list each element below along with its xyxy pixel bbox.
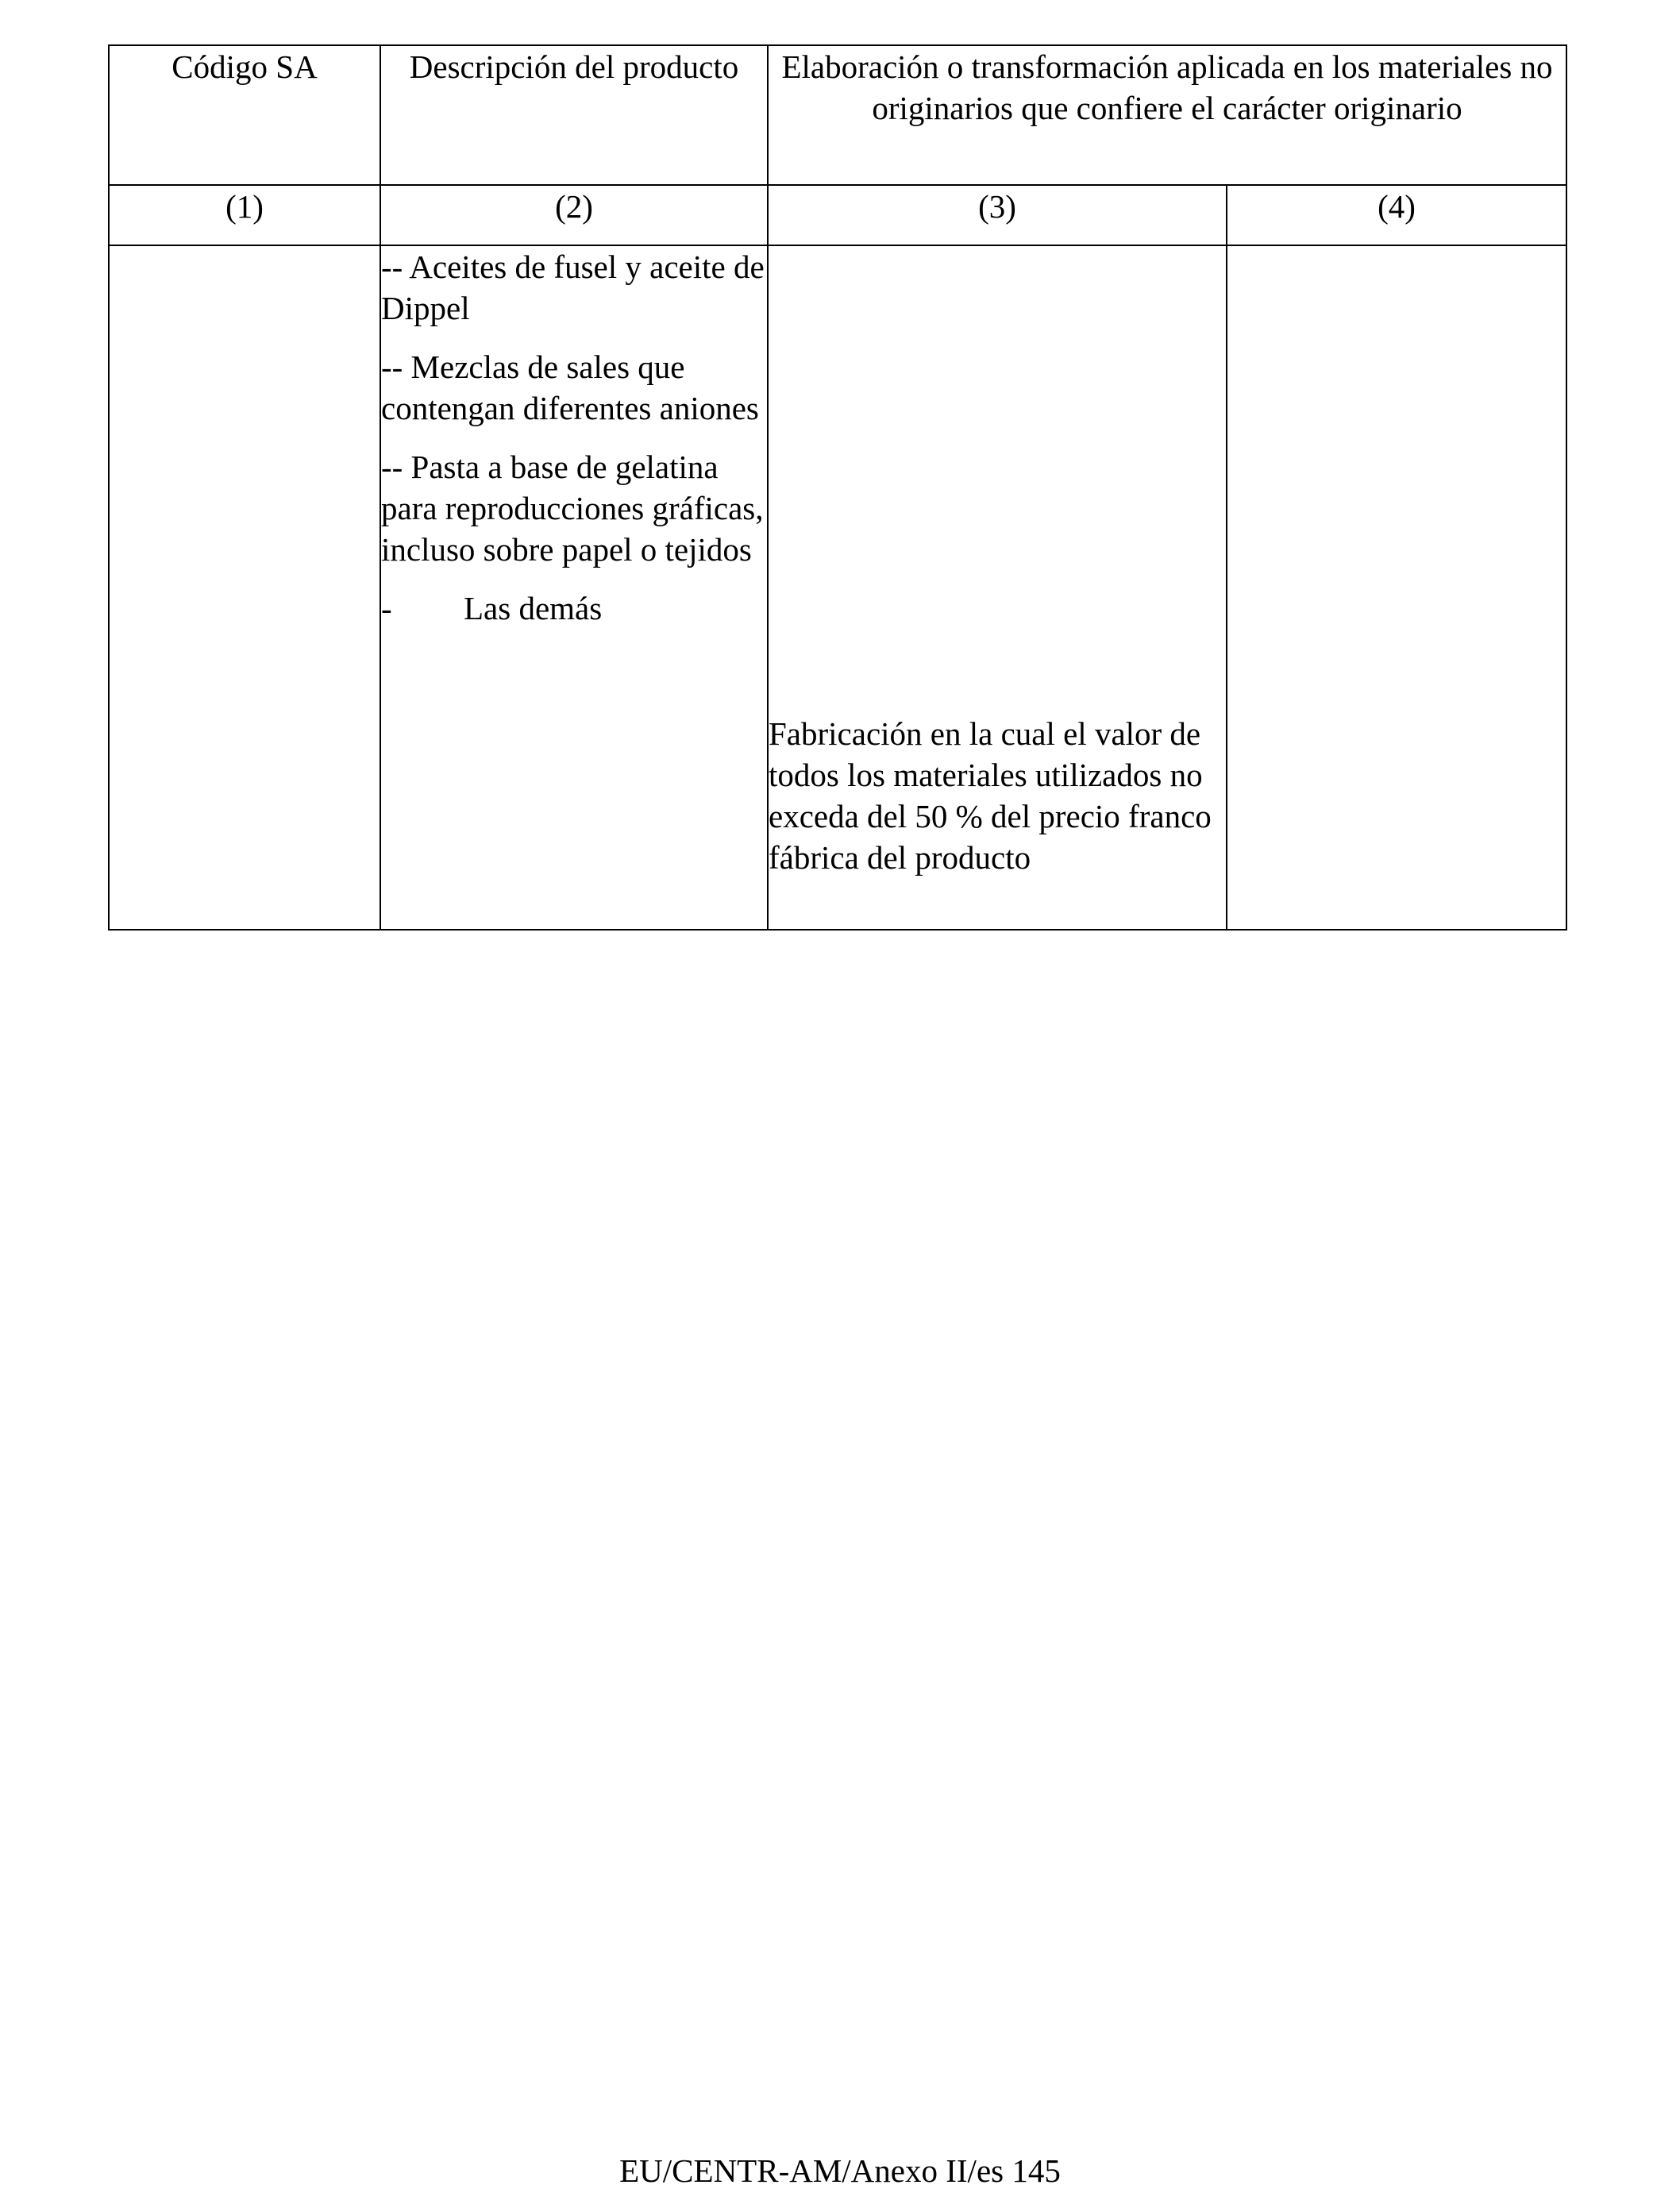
rules-table <box>108 44 1567 931</box>
column-number-1: (1) <box>109 185 380 245</box>
description-item: -- Pasta a base de gelatina para reproducciones gráficas, incluso sobre papel o tejidos <box>381 449 764 568</box>
header-row <box>109 45 1566 185</box>
table-row <box>109 245 1566 930</box>
page-footer-reference: EU/CENTR-AM/Anexo II/es 145 <box>619 2152 1061 2189</box>
description-item: -- Aceites de fusel y aceite de Dippel <box>381 249 765 326</box>
column-number-2: (2) <box>380 185 768 245</box>
column-number-row <box>109 185 1566 245</box>
criterion-column-4-cell <box>1227 245 1566 930</box>
criterion-column-3-text: Fabricación en la cual el valor de todos los materiales utilizados no exceda del 50 % del precio franco fábrica del producto <box>769 715 1212 876</box>
hs-code-cell <box>109 245 380 930</box>
description-item-other <box>381 588 767 629</box>
description-cell <box>380 245 768 930</box>
dash-marker: - <box>381 590 392 626</box>
description-item-other-label: Las demás <box>464 590 603 626</box>
criterion-column-3-cell <box>768 245 1227 930</box>
header-working-or-processing: Elaboración o transformación aplicada en los materiales no originarios que confiere el carácter originario <box>768 45 1566 185</box>
description-item: -- Mezclas de sales que contengan diferentes aniones <box>381 349 759 426</box>
column-number-3: (3) <box>768 185 1227 245</box>
column-number-4: (4) <box>1227 185 1566 245</box>
header-hs-code: Código SA <box>109 45 380 185</box>
header-product-description: Descripción del producto <box>380 45 768 185</box>
